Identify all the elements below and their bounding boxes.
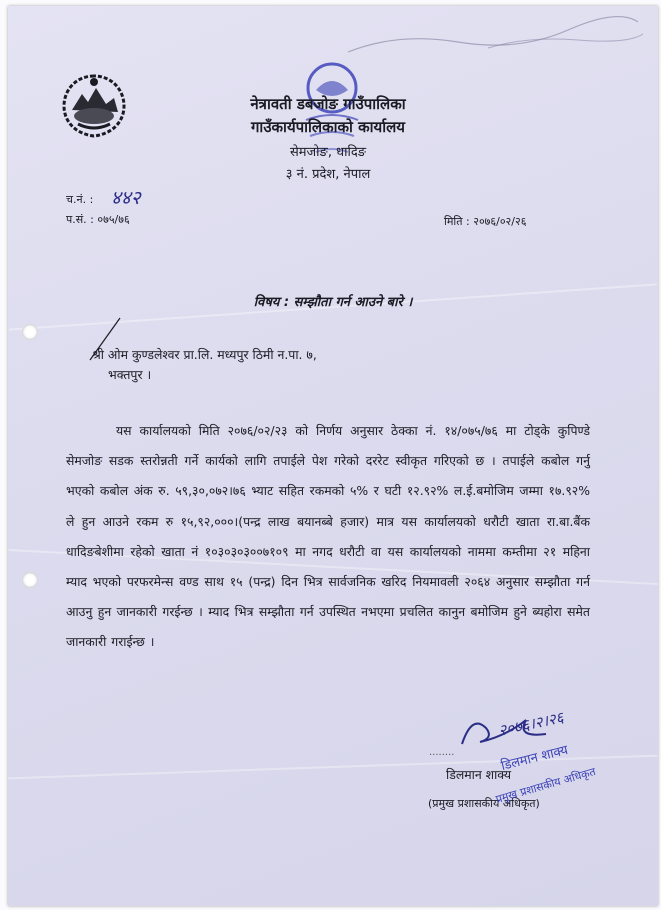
letter-body: यस कार्यालयको मिति २०७६/०२/२३ को निर्णय अनुसार ठेक्का नं. १४/०७५/७६ मा टोड्के कुपिण्डे सेमजोङ सडक स्तरोन्नती गर्ने कार्यको लागि तपाईले पेश गरेको दररेट स्वीकृत गरिएको छ । तपाईले कबोल गर्नु भएको कबोल अंक रु. ५९,३०,०७२।७६ भ्याट सहित रकमको ५% र घटी १२.९२% ल.ई.बमोजिम जम्मा १७.९२% ले हुन आउने रकम रु १५,९२,०००।(पन्द्र लाख बयानब्बे हजार) मात्र यस कार्यालयको धरौटी खाता रा.बा.बैंक धादिङबेशीमा रहेको खाता नं १०३०३०३००७१०९ मा नगद धरौटी वा यस कार्यालयको नाममा कम्तीमा २१ महिना म्याद भएको परफरमेन्स वण्ड साथ १५ (पन्द्र) दिन भित्र सार्वजनिक खरिद नियमावली २०६४ अनुसार सम्झौता गर्न आउनु हुन जानकारी गरईन्छ । म्याद भित्र सम्झौता गर्न उपस्थित नभएमा प्रचलित कानुन बमोजिम हुने ब्यहोरा समेत जानकारी गराईन्छ । xyxy=(66,423,590,650)
recipient-line1: श्री ओम कुण्डलेश्वर प्रा.लि. मध्यपुर ठिमी न.पा. ७, xyxy=(92,347,317,362)
signature-dots: ........ xyxy=(429,747,455,758)
pencil-scribble xyxy=(338,12,648,62)
recipient-line2: भक्तपुर । xyxy=(108,367,152,382)
signature-stamp-name: डिलमान शाक्य xyxy=(499,742,570,774)
signatory-name: डिलमान शाक्य xyxy=(446,767,512,782)
office-name: नेत्रावती डबजोङ गाउँपालिका xyxy=(250,95,406,113)
signatory-title: (प्रमुख प्रशासकीय अधिकृत) xyxy=(428,797,540,810)
signature-date: २०७६।२।२६ xyxy=(496,708,566,740)
nepal-emblem-icon xyxy=(58,72,130,140)
office-subtitle: गाउँकार्यपालिकाको कार्यालय xyxy=(250,118,405,136)
letter-subject: विषय : सम्झौता गर्न आउने बारे । xyxy=(253,295,413,310)
office-province: ३ नं. प्रदेश, नेपाल xyxy=(285,167,371,182)
reference-cha-label: च.नं. : xyxy=(66,193,94,206)
reference-pa-number: प.सं. : ०७५/७६ xyxy=(66,213,130,226)
letter-page xyxy=(8,6,658,906)
signature-stamp-title: प्रमुख प्रशासकीय अधिकृत xyxy=(494,765,598,806)
reference-cha-value: ४४२ xyxy=(111,187,141,209)
office-location: सेमजोङ, धादिङ xyxy=(289,145,367,160)
punch-hole xyxy=(22,324,38,340)
letter-date: मिति : २०७६/०२/२६ xyxy=(444,215,527,228)
punch-hole xyxy=(22,572,38,588)
